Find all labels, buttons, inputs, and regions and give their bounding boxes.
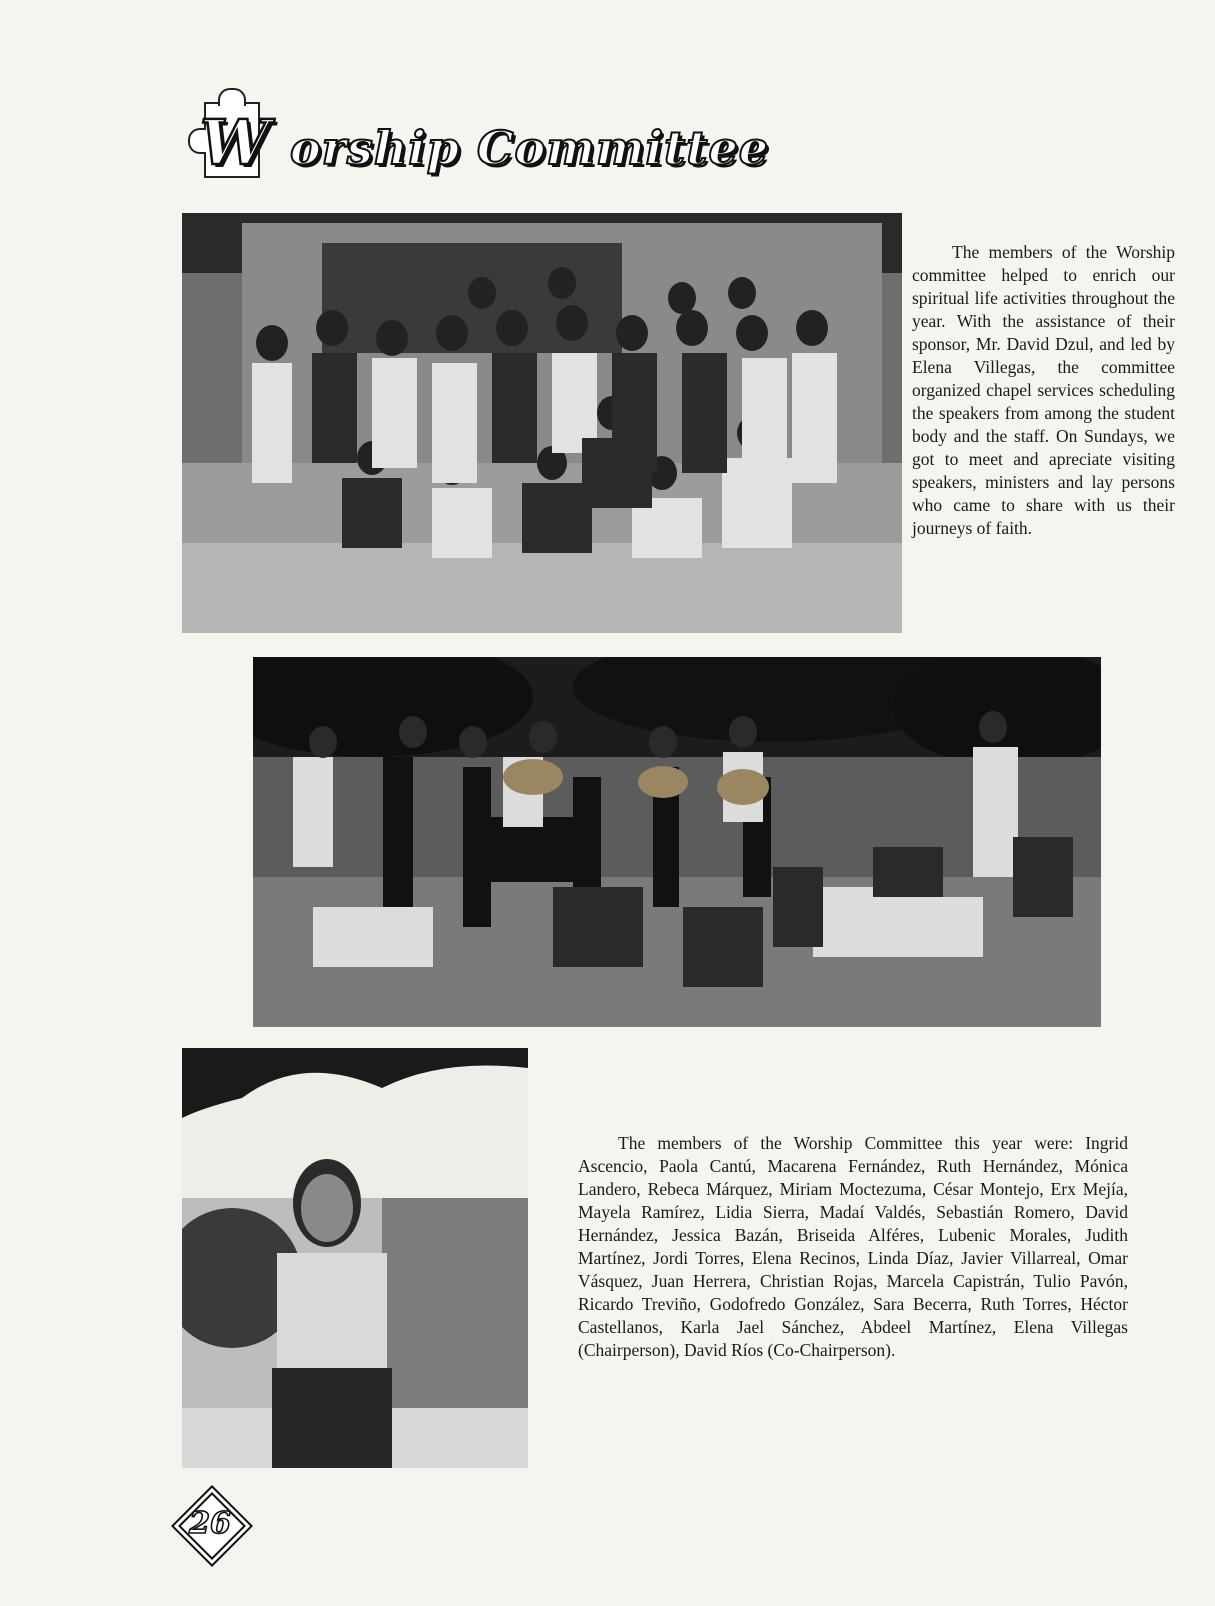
chairperson-portrait-photo: [182, 1048, 528, 1468]
title-text: orship Committee: [290, 121, 770, 175]
title-initial: W: [200, 106, 270, 179]
chapel-service-photo: [253, 657, 1101, 1027]
intro-paragraph: The members of the Worship committee helped to enrich our spiritual life activities throughout the year. With the assistance of their sponsor, Mr. David Dzul, and led by Elena Villegas, the committee organized chapel services scheduling the speakers from among the student body and the staff. On Sundays, we got to meet and apreciate visiting speakers, ministers and lay persons who came to share with us their journeys of faith.: [912, 242, 1175, 538]
group-photo: [182, 213, 902, 633]
page-number: 26: [189, 1506, 231, 1541]
members-paragraph: The members of the Worship Committee this year were: Ingrid Ascencio, Paola Cantú, Macarena Fernández, Ruth Hernández, Mónica Landero, Rebeca Márquez, Miriam Moctezuma, César Montejo, Erx Mejía, Mayela Ramírez, Lidia Sierra, Madaí Valdés, Sebastián Romero, David Hernández, Jessica Bazán, Briseida Alféres, Lubenic Morales, Judith Martínez, Jordi Torres, Elena Recinos, Linda Díaz, Javier Villarreal, Omar Vásquez, Juan Herrera, Christian Rojas, Marcela Capistrán, Tulio Pavón, Ricardo Treviño, Godofredo González, Sara Becerra, Ruth Torres, Héctor Castellanos, Karla Jael Sánchez, Abdeel Martínez, Elena Villegas (Chairperson), David Ríos (Co-Chairperson).: [578, 1133, 1128, 1360]
page-number-badge: [178, 1492, 242, 1556]
page-title: [178, 82, 778, 192]
